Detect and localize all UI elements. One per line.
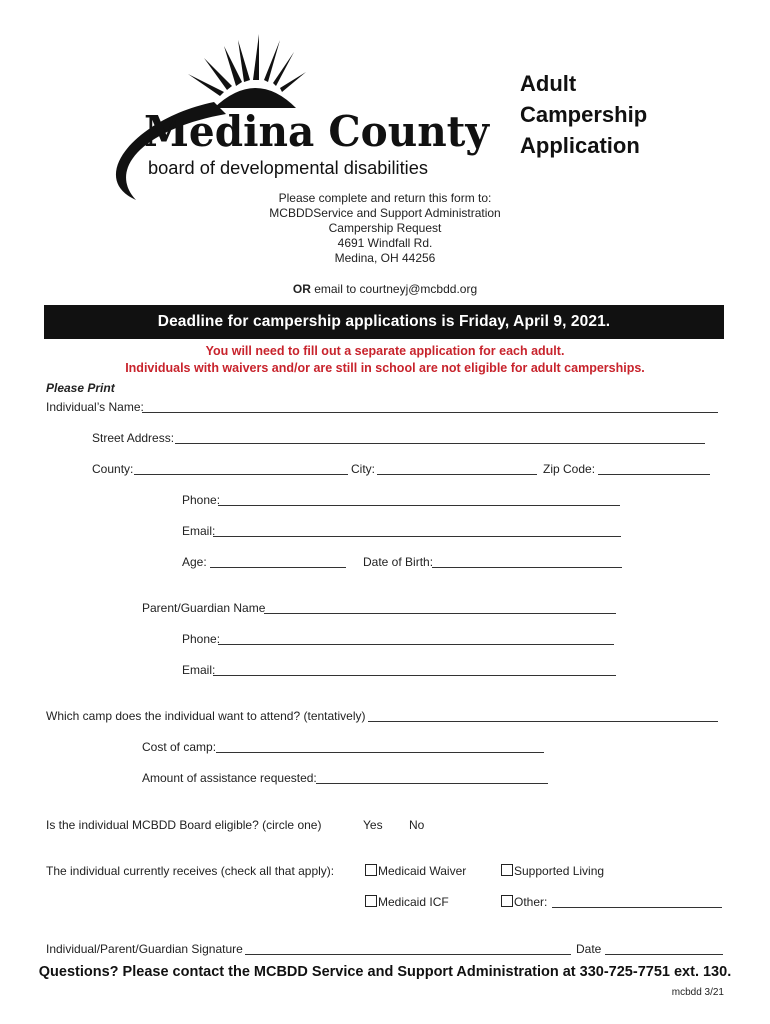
county-label: County: [92, 462, 134, 476]
questions-contact: Questions? Please contact the MCBDD Service and Support Administration at 330-725-7751 ext. 130. [38, 964, 732, 980]
return-line-3: 4691 Windfall Rd. [337, 236, 433, 250]
camp-field[interactable] [368, 721, 718, 722]
signature-field[interactable] [245, 954, 571, 955]
form-code: mcbdd 3/21 [671, 987, 724, 998]
other-option [501, 895, 547, 909]
cost-label: Cost of camp: [142, 740, 217, 754]
phone-field[interactable] [218, 505, 620, 506]
return-intro: Please complete and return this form to: [278, 191, 492, 205]
parent-name-field[interactable] [264, 613, 616, 614]
eligible-question-label: Is the individual MCBDD Board eligible? (circle one) [46, 818, 322, 832]
assistance-field[interactable] [316, 783, 548, 784]
dob-field[interactable] [432, 567, 622, 568]
parent-email-label: Email: [182, 663, 216, 677]
logo-wordmark: Medina County [144, 107, 491, 156]
signature-label: Individual/Parent/Guardian Signature [46, 942, 243, 956]
sun-icon [188, 34, 306, 108]
other-field[interactable] [552, 907, 722, 908]
supported-living-option [501, 864, 604, 878]
zip-field[interactable] [598, 474, 710, 475]
date-label: Date [576, 942, 602, 956]
age-label: Age: [182, 555, 207, 569]
medicaid-icf-checkbox[interactable] [365, 895, 377, 907]
parent-email-field[interactable] [213, 675, 616, 676]
county-field[interactable] [134, 474, 348, 475]
individual-name-label: Individual’s Name: [46, 400, 144, 414]
medicaid-waiver-checkbox[interactable] [365, 864, 377, 876]
individual-name-field[interactable] [142, 412, 718, 413]
age-field[interactable] [210, 567, 346, 568]
parent-phone-field[interactable] [218, 644, 614, 645]
other-checkbox[interactable] [501, 895, 513, 907]
zip-label: Zip Code: [543, 462, 596, 476]
return-line-2: Campership Request [328, 221, 442, 235]
form-title [520, 68, 647, 161]
deadline-banner: Deadline for campership applications is Friday, April 9, 2021. [44, 305, 724, 339]
eligible-yes-option[interactable]: Yes [363, 818, 383, 832]
medicaid-icf-label: Medicaid ICF [378, 895, 449, 909]
supported-living-label: Supported Living [514, 864, 605, 878]
medicaid-waiver-option [365, 864, 466, 878]
assistance-label: Amount of assistance requested: [142, 771, 317, 785]
title-line-2: Campership [520, 102, 648, 127]
camp-question-label: Which camp does the individual want to attend? (tentatively) [46, 709, 366, 723]
please-print-label: Please Print [46, 381, 115, 395]
email-field[interactable] [213, 536, 621, 537]
title-line-3: Application [520, 133, 640, 158]
street-field[interactable] [175, 443, 705, 444]
other-label: Other: [514, 895, 548, 909]
medicaid-icf-option [365, 895, 449, 909]
date-field[interactable] [605, 954, 723, 955]
receives-question-label: The individual currently receives (check all that apply): [46, 864, 335, 878]
eligibility-note: Individuals with waivers and/or are still in school are not eligible for adult camperships. [125, 361, 645, 375]
phone-label: Phone: [182, 493, 221, 507]
parent-name-label: Parent/Guardian Name [142, 601, 266, 615]
or-label: OR [292, 282, 311, 296]
medina-county-logo [96, 28, 496, 208]
logo-subtitle: board of developmental disabilities [148, 158, 428, 178]
return-line-1: MCBDDService and Support Administration [269, 206, 501, 220]
return-line-4: Medina, OH 44256 [334, 251, 436, 265]
dob-label: Date of Birth: [363, 555, 434, 569]
separate-application-note: You will need to fill out a separate application for each adult. [205, 344, 565, 358]
medicaid-waiver-label: Medicaid Waiver [378, 864, 467, 878]
cost-field[interactable] [216, 752, 544, 753]
street-label: Street Address: [92, 431, 175, 445]
city-label: City: [351, 462, 375, 476]
email-label: Email: [182, 524, 216, 538]
parent-phone-label: Phone: [182, 632, 221, 646]
eligible-no-option[interactable]: No [409, 818, 425, 832]
title-line-1: Adult [520, 71, 577, 96]
supported-living-checkbox[interactable] [501, 864, 513, 876]
email-text: email to courtneyj@mcbdd.org [314, 282, 478, 296]
city-field[interactable] [377, 474, 537, 475]
return-email [0, 282, 770, 297]
